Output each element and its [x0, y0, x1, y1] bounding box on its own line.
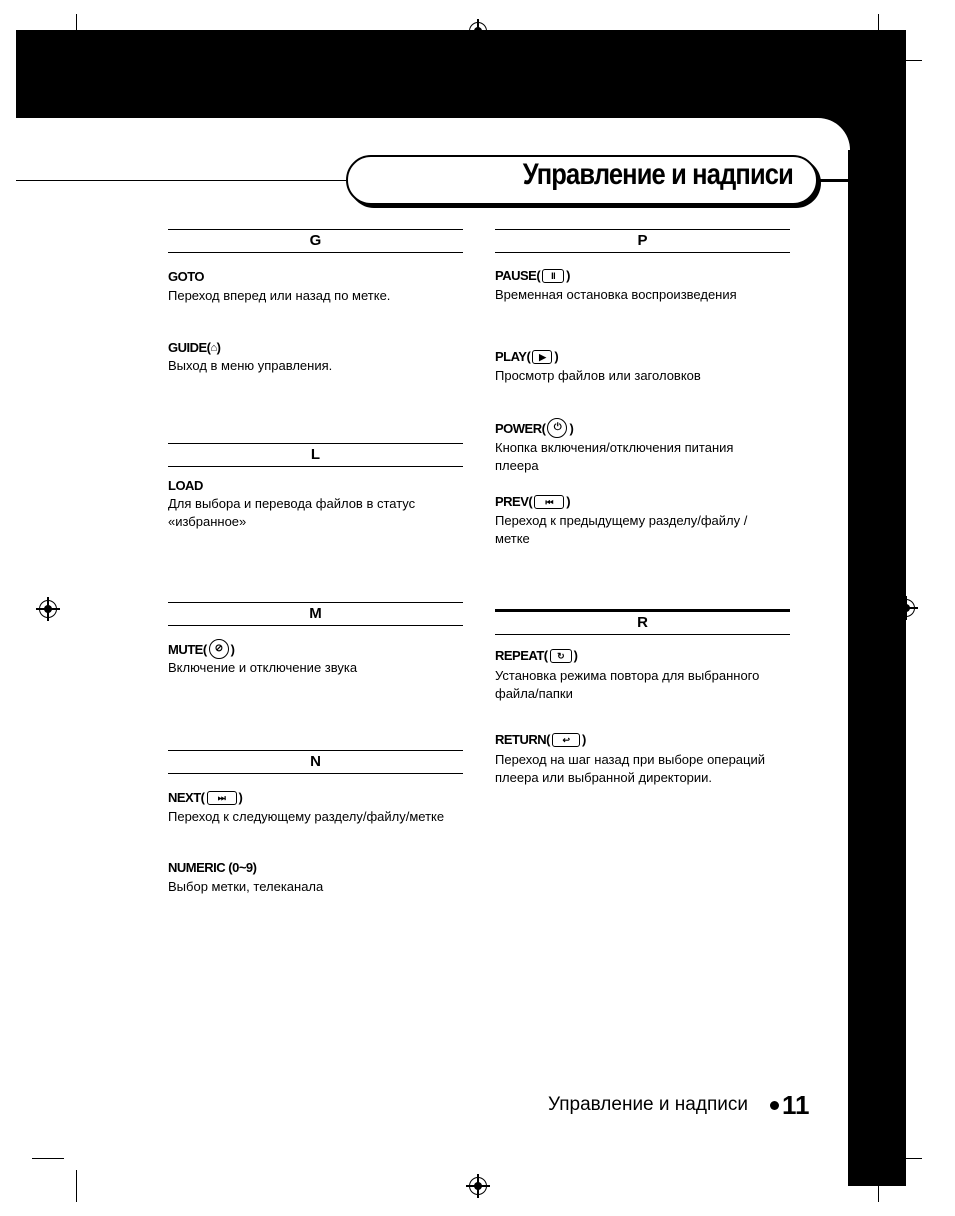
crop-mark — [878, 14, 879, 46]
footer-title: Управление и надписи — [548, 1094, 748, 1115]
mute-icon: ⊘ — [209, 639, 229, 659]
term-load: LOAD — [168, 478, 203, 493]
term-numeric: NUMERIC (0~9) — [168, 860, 257, 875]
desc-return: Переход на шаг назад при выборе операций плеера или выбранной директории. — [495, 752, 765, 785]
registration-mark-icon — [469, 22, 487, 40]
registration-mark-icon — [469, 1177, 487, 1195]
term-guide: GUIDE( ⌂ ) — [168, 340, 221, 355]
crop-mark — [32, 1158, 64, 1159]
page-number: 11 — [782, 1090, 810, 1120]
desc-load: Для выбора и перевода файлов в статус «избранное» — [168, 496, 416, 529]
power-icon: ⏻ — [547, 418, 567, 438]
crop-mark — [76, 1170, 77, 1202]
crop-mark — [76, 14, 77, 46]
crop-mark — [32, 60, 64, 61]
section-header-l: L — [168, 443, 463, 467]
page-title: Управление и надписи — [522, 158, 793, 191]
desc-next: Переход к следующему разделу/файлу/метке — [168, 809, 445, 824]
section-header-n: N — [168, 750, 463, 774]
header-band — [16, 30, 906, 118]
side-band — [848, 118, 906, 1186]
desc-power: Кнопка включения/отключения питания плеера — [495, 440, 734, 473]
section-header-r: R — [495, 609, 790, 635]
term-goto: GOTO — [168, 269, 205, 284]
desc-mute: Включение и отключение звука — [168, 660, 358, 675]
desc-repeat: Установка режима повтора для выбранного файла/папки — [495, 668, 760, 701]
prev-icon: ⏮ — [534, 495, 564, 509]
desc-prev: Переход к предыдущему разделу/файлу /метке — [495, 513, 748, 546]
term-repeat: REPEAT( ↻ ) — [495, 648, 578, 663]
bullet-icon — [770, 1101, 779, 1110]
return-icon: ↩ — [552, 733, 580, 747]
registration-mark-icon — [39, 600, 57, 618]
section-header-g: G — [168, 229, 463, 253]
desc-numeric: Выбор метки, телеканала — [168, 879, 324, 894]
term-play: PLAY( ▶ ) — [495, 349, 559, 364]
desc-play: Просмотр файлов или заголовков — [495, 368, 701, 383]
term-next: NEXT( ⏭ ) — [168, 790, 243, 805]
crop-mark — [890, 1158, 922, 1159]
pause-icon: II — [542, 269, 564, 283]
term-power: POWER( ⏻ ) — [495, 418, 573, 438]
desc-guide: Выход в меню управления. — [168, 358, 333, 373]
title-rule — [16, 180, 346, 181]
crop-mark — [878, 1170, 879, 1202]
registration-mark-icon — [897, 599, 915, 617]
section-header-p: P — [495, 229, 790, 253]
term-prev: PREV( ⏮ ) — [495, 494, 571, 509]
term-mute: MUTE( ⊘ ) — [168, 639, 235, 659]
term-pause: PAUSE( II ) — [495, 268, 570, 283]
term-return: RETURN( ↩ ) — [495, 732, 586, 747]
home-icon: ⌂ — [210, 341, 217, 354]
section-header-m: M — [168, 602, 463, 626]
next-icon: ⏭ — [207, 791, 237, 805]
crop-mark — [890, 60, 922, 61]
play-icon: ▶ — [532, 350, 552, 364]
repeat-icon: ↻ — [550, 649, 572, 663]
title-tail — [820, 179, 848, 182]
desc-goto: Переход вперед или назад по метке. — [168, 288, 391, 303]
desc-pause: Временная остановка воспроизведения — [495, 287, 737, 302]
